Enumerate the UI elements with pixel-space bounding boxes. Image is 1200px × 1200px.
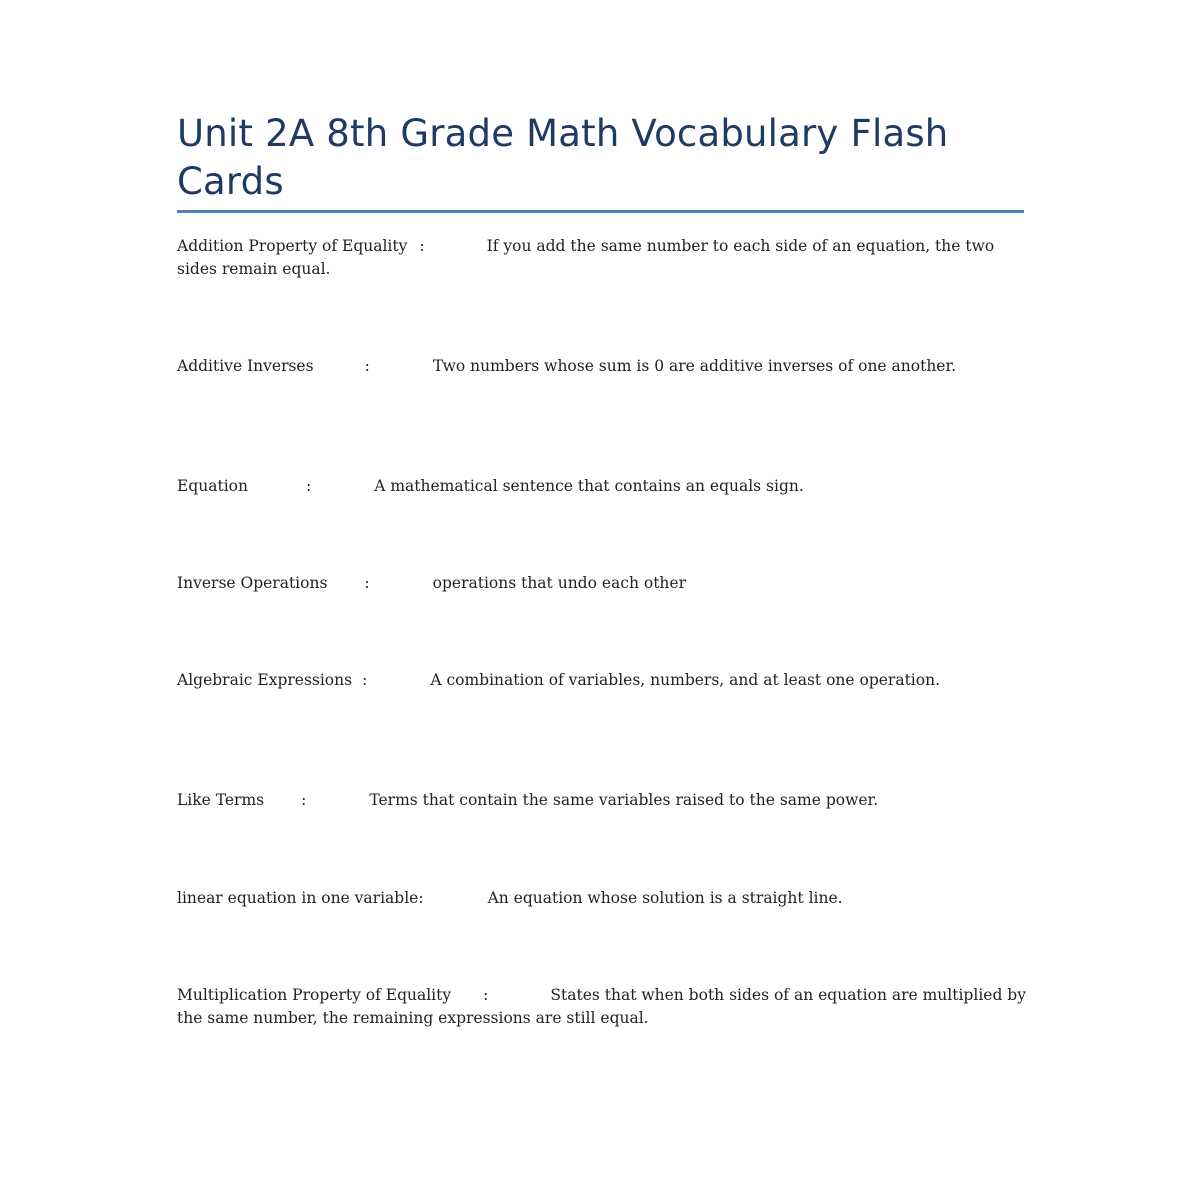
vocab-term: Like Terms bbox=[177, 791, 265, 809]
vocab-entry-multiplication-property bbox=[177, 984, 1037, 1029]
vocab-term: Inverse Operations bbox=[177, 574, 328, 592]
vocab-term: Algebraic Expressions bbox=[177, 671, 353, 689]
vocab-separator: : bbox=[364, 357, 370, 375]
vocab-term: linear equation in one variable bbox=[177, 889, 419, 907]
vocab-entry-linear-equation bbox=[177, 887, 1037, 910]
vocab-term: Equation bbox=[177, 477, 248, 495]
vocab-term: Multiplication Property of Equality bbox=[177, 986, 452, 1004]
vocab-entry-like-terms bbox=[177, 789, 1037, 812]
vocab-term: Additive Inverses bbox=[177, 357, 314, 375]
vocab-entry-inverse-operations bbox=[177, 572, 1037, 595]
vocab-separator: : bbox=[418, 889, 424, 907]
title-underline bbox=[177, 210, 1024, 213]
vocab-separator: : bbox=[483, 986, 489, 1004]
vocab-separator: : bbox=[301, 791, 307, 809]
vocab-entry-algebraic-expressions bbox=[177, 669, 1037, 692]
vocab-term: Addition Property of Equality bbox=[177, 237, 408, 255]
vocab-separator: : bbox=[419, 237, 425, 255]
vocab-definition: An equation whose solution is a straight line. bbox=[487, 889, 843, 907]
vocab-separator: : bbox=[305, 477, 312, 495]
vocab-definition: A combination of variables, numbers, and at least one operation. bbox=[430, 671, 940, 689]
vocab-definition: operations that undo each other bbox=[432, 574, 686, 592]
document-title: Unit 2A 8th Grade Math Vocabulary Flash Cards bbox=[177, 112, 949, 203]
vocab-definition: States that when both sides of an equation are multiplied by the same number, the remaining expressions are still equal. bbox=[177, 986, 1026, 1027]
vocab-entry-additive-inverses bbox=[177, 355, 1037, 378]
vocab-entry-equation bbox=[177, 475, 1037, 498]
vocab-definition: A mathematical sentence that contains an equals sign. bbox=[374, 477, 804, 495]
vocab-separator: : bbox=[362, 671, 368, 689]
vocab-entry-addition-property bbox=[177, 235, 1037, 280]
vocab-definition: If you add the same number to each side of an equation, the two sides remain equal. bbox=[177, 237, 995, 278]
vocab-definition: Two numbers whose sum is 0 are additive inverses of one another. bbox=[432, 357, 957, 375]
vocab-separator: : bbox=[364, 574, 370, 592]
vocab-definition: Terms that contain the same variables raised to the same power. bbox=[369, 791, 879, 809]
